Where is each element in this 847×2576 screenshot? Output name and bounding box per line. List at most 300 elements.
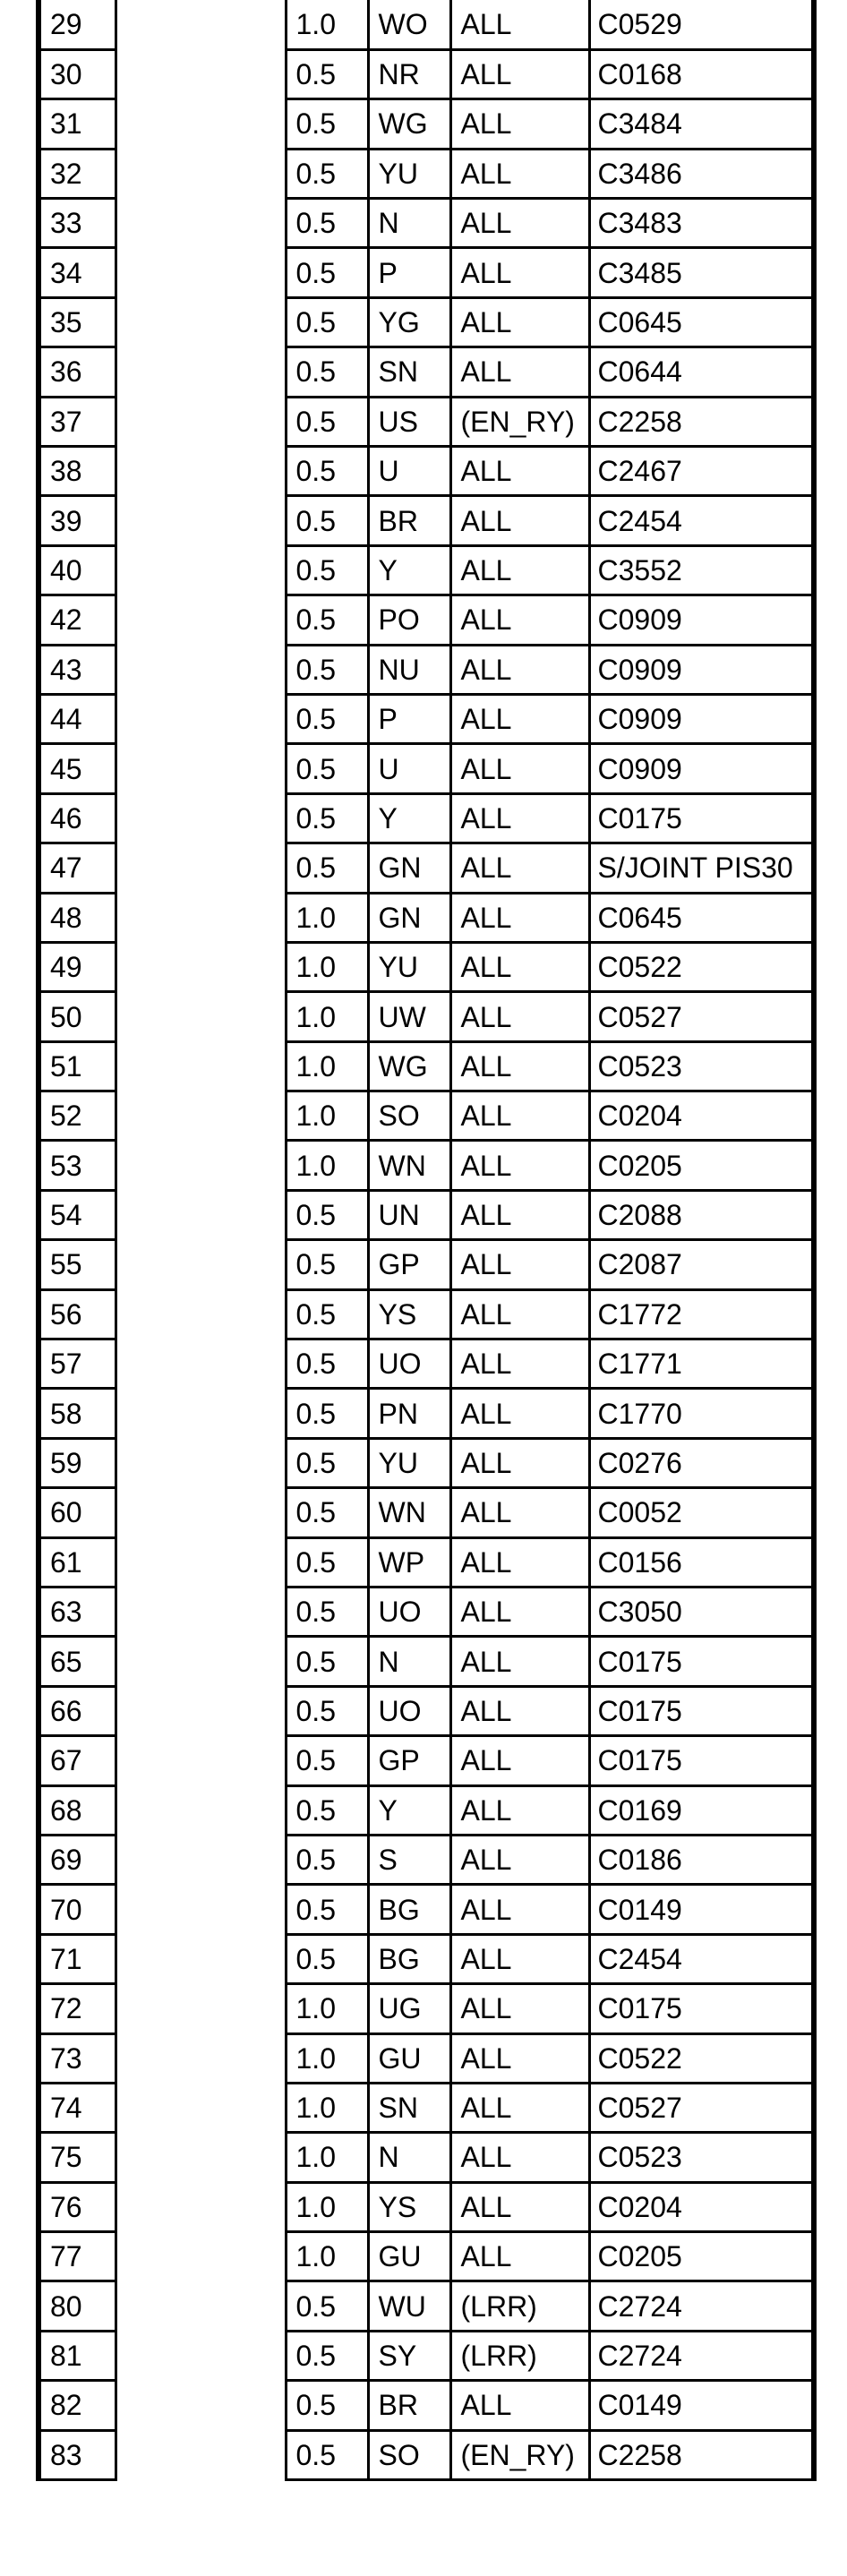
- wire-size-cell: 0.5: [286, 1240, 368, 1289]
- wire-size-cell: 1.0: [286, 893, 368, 942]
- destination-cell: C0169: [589, 1785, 814, 1835]
- option-code-cell: ALL: [450, 2182, 589, 2231]
- destination-cell: C0204: [589, 1091, 814, 1141]
- circuit-number-cell: 61: [38, 1537, 116, 1587]
- wire-color-cell: UG: [368, 1984, 450, 2033]
- blank-column: [116, 1736, 286, 1785]
- blank-column: [116, 1686, 286, 1735]
- option-code-cell: ALL: [450, 793, 589, 843]
- option-code-cell: ALL: [450, 694, 589, 743]
- blank-column: [116, 595, 286, 645]
- blank-column: [116, 1835, 286, 1884]
- wire-color-cell: P: [368, 694, 450, 743]
- table-row: [38, 1537, 814, 1587]
- destination-cell: C0175: [589, 1736, 814, 1785]
- wire-color-cell: NR: [368, 49, 450, 98]
- destination-cell: C1770: [589, 1389, 814, 1438]
- circuit-number-cell: 82: [38, 2381, 116, 2430]
- wire-size-cell: 0.5: [286, 595, 368, 645]
- destination-cell: C0276: [589, 1438, 814, 1487]
- table-row: [38, 49, 814, 98]
- wire-size-cell: 1.0: [286, 2033, 368, 2083]
- option-code-cell: ALL: [450, 149, 589, 198]
- wire-color-cell: GN: [368, 843, 450, 893]
- option-code-cell: ALL: [450, 496, 589, 545]
- option-code-cell: ALL: [450, 992, 589, 1041]
- wire-size-cell: 1.0: [286, 942, 368, 991]
- option-code-cell: ALL: [450, 248, 589, 297]
- wire-size-cell: 0.5: [286, 447, 368, 496]
- blank-column: [116, 2331, 286, 2380]
- blank-column: [116, 1389, 286, 1438]
- blank-column: [116, 793, 286, 843]
- circuit-number-cell: 50: [38, 992, 116, 1041]
- table-row: [38, 2381, 814, 2430]
- table-row: [38, 545, 814, 595]
- blank-column: [116, 49, 286, 98]
- option-code-cell: ALL: [450, 645, 589, 694]
- wire-size-cell: 0.5: [286, 2430, 368, 2479]
- destination-cell: C0527: [589, 992, 814, 1041]
- circuit-number-cell: 77: [38, 2232, 116, 2281]
- wire-color-cell: YU: [368, 942, 450, 991]
- wire-size-cell: 0.5: [286, 1588, 368, 1637]
- blank-column: [116, 248, 286, 297]
- blank-column: [116, 199, 286, 248]
- destination-cell: C2724: [589, 2281, 814, 2331]
- wire-color-cell: PN: [368, 1389, 450, 1438]
- wire-size-cell: 0.5: [286, 347, 368, 397]
- wire-size-cell: 0.5: [286, 545, 368, 595]
- option-code-cell: ALL: [450, 1686, 589, 1735]
- option-code-cell: ALL: [450, 1041, 589, 1091]
- wire-color-cell: BG: [368, 1885, 450, 1934]
- destination-cell: C3486: [589, 149, 814, 198]
- table-row: [38, 397, 814, 446]
- destination-cell: C0529: [589, 0, 814, 49]
- table-row: [38, 2133, 814, 2182]
- circuit-number-cell: 44: [38, 694, 116, 743]
- table-row: [38, 1637, 814, 1686]
- wire-size-cell: 0.5: [286, 2381, 368, 2430]
- table-row: [38, 1835, 814, 1884]
- table-row: [38, 347, 814, 397]
- wire-size-cell: 1.0: [286, 2133, 368, 2182]
- circuit-number-cell: 53: [38, 1141, 116, 1190]
- destination-cell: C0522: [589, 942, 814, 991]
- circuit-number-cell: 42: [38, 595, 116, 645]
- table-row: [38, 1041, 814, 1091]
- wire-color-cell: YS: [368, 1289, 450, 1339]
- option-code-cell: ALL: [450, 199, 589, 248]
- destination-cell: C0909: [589, 744, 814, 793]
- table-row: [38, 1488, 814, 1537]
- option-code-cell: (EN_RY): [450, 397, 589, 446]
- table-row: [38, 99, 814, 149]
- option-code-cell: ALL: [450, 1588, 589, 1637]
- blank-column: [116, 2281, 286, 2331]
- wire-size-cell: 0.5: [286, 496, 368, 545]
- option-code-cell: ALL: [450, 1537, 589, 1587]
- destination-cell: C0527: [589, 2083, 814, 2132]
- wire-size-cell: 0.5: [286, 1537, 368, 1587]
- blank-column: [116, 1785, 286, 1835]
- circuit-number-cell: 30: [38, 49, 116, 98]
- destination-cell: C0205: [589, 1141, 814, 1190]
- destination-cell: C0523: [589, 2133, 814, 2182]
- blank-column: [116, 1984, 286, 2033]
- wire-size-cell: 0.5: [286, 248, 368, 297]
- destination-cell: C0186: [589, 1835, 814, 1884]
- circuit-number-cell: 76: [38, 2182, 116, 2231]
- circuit-number-cell: 48: [38, 893, 116, 942]
- wire-color-cell: S: [368, 1835, 450, 1884]
- wire-size-cell: 0.5: [286, 645, 368, 694]
- table-row: [38, 2182, 814, 2231]
- table-row: [38, 1190, 814, 1239]
- wire-color-cell: NU: [368, 645, 450, 694]
- table-row: [38, 149, 814, 198]
- wire-size-cell: 0.5: [286, 2281, 368, 2331]
- wire-size-cell: 0.5: [286, 1736, 368, 1785]
- wire-color-cell: UO: [368, 1588, 450, 1637]
- table-row: [38, 645, 814, 694]
- wire-color-cell: N: [368, 2133, 450, 2182]
- wire-color-cell: WP: [368, 1537, 450, 1587]
- circuit-number-cell: 67: [38, 1736, 116, 1785]
- wire-color-cell: UN: [368, 1190, 450, 1239]
- wire-size-cell: 0.5: [286, 149, 368, 198]
- circuit-number-cell: 51: [38, 1041, 116, 1091]
- option-code-cell: ALL: [450, 893, 589, 942]
- wire-size-cell: 0.5: [286, 1785, 368, 1835]
- wire-size-cell: 0.5: [286, 1488, 368, 1537]
- table-row: [38, 1885, 814, 1934]
- destination-cell: C0052: [589, 1488, 814, 1537]
- table-row: [38, 1389, 814, 1438]
- circuit-number-cell: 71: [38, 1934, 116, 1983]
- blank-column: [116, 1190, 286, 1239]
- blank-column: [116, 942, 286, 991]
- circuit-number-cell: 75: [38, 2133, 116, 2182]
- circuit-number-cell: 73: [38, 2033, 116, 2083]
- destination-cell: C3485: [589, 248, 814, 297]
- blank-column: [116, 2232, 286, 2281]
- wire-color-cell: BR: [368, 496, 450, 545]
- blank-column: [116, 447, 286, 496]
- blank-column: [116, 1041, 286, 1091]
- table-row: [38, 2083, 814, 2132]
- blank-column: [116, 1488, 286, 1537]
- option-code-cell: ALL: [450, 2232, 589, 2281]
- circuit-number-cell: 36: [38, 347, 116, 397]
- option-code-cell: ALL: [450, 49, 589, 98]
- destination-cell: C3483: [589, 199, 814, 248]
- wire-color-cell: Y: [368, 1785, 450, 1835]
- option-code-cell: ALL: [450, 297, 589, 347]
- destination-cell: C0175: [589, 793, 814, 843]
- destination-cell: S/JOINT PIS30: [589, 843, 814, 893]
- destination-cell: C0205: [589, 2232, 814, 2281]
- circuit-number-cell: 69: [38, 1835, 116, 1884]
- option-code-cell: ALL: [450, 1736, 589, 1785]
- circuit-number-cell: 45: [38, 744, 116, 793]
- option-code-cell: ALL: [450, 2033, 589, 2083]
- blank-column: [116, 1289, 286, 1339]
- wire-color-cell: YU: [368, 149, 450, 198]
- option-code-cell: ALL: [450, 1091, 589, 1141]
- circuit-number-cell: 80: [38, 2281, 116, 2331]
- wire-color-cell: GU: [368, 2033, 450, 2083]
- circuit-number-cell: 52: [38, 1091, 116, 1141]
- circuit-number-cell: 56: [38, 1289, 116, 1339]
- option-code-cell: (LRR): [450, 2281, 589, 2331]
- blank-column: [116, 1934, 286, 1983]
- table-row: [38, 595, 814, 645]
- wire-size-cell: 1.0: [286, 2232, 368, 2281]
- circuit-number-cell: 66: [38, 1686, 116, 1735]
- blank-column: [116, 1339, 286, 1389]
- wire-size-cell: 0.5: [286, 199, 368, 248]
- table-row: [38, 893, 814, 942]
- wire-size-cell: 0.5: [286, 1686, 368, 1735]
- table-row: [38, 1141, 814, 1190]
- wire-color-cell: BR: [368, 2381, 450, 2430]
- wire-size-cell: 0.5: [286, 2331, 368, 2380]
- blank-column: [116, 2133, 286, 2182]
- blank-column: [116, 397, 286, 446]
- wire-color-cell: YU: [368, 1438, 450, 1487]
- option-code-cell: ALL: [450, 1835, 589, 1884]
- destination-cell: C1771: [589, 1339, 814, 1389]
- wire-size-cell: 0.5: [286, 1934, 368, 1983]
- blank-column: [116, 843, 286, 893]
- option-code-cell: ALL: [450, 2381, 589, 2430]
- wire-color-cell: BG: [368, 1934, 450, 1983]
- wire-color-cell: SO: [368, 2430, 450, 2479]
- table-row: [38, 744, 814, 793]
- destination-cell: C0175: [589, 1686, 814, 1735]
- wire-size-cell: 0.5: [286, 1438, 368, 1487]
- table-row: [38, 2232, 814, 2281]
- blank-column: [116, 2182, 286, 2231]
- destination-cell: C2258: [589, 397, 814, 446]
- circuit-number-cell: 33: [38, 199, 116, 248]
- option-code-cell: ALL: [450, 1488, 589, 1537]
- option-code-cell: ALL: [450, 1785, 589, 1835]
- destination-cell: C0149: [589, 2381, 814, 2430]
- circuit-number-cell: 40: [38, 545, 116, 595]
- wire-size-cell: 0.5: [286, 1190, 368, 1239]
- wire-size-cell: 0.5: [286, 1835, 368, 1884]
- option-code-cell: ALL: [450, 2133, 589, 2182]
- circuit-number-cell: 57: [38, 1339, 116, 1389]
- blank-column: [116, 1438, 286, 1487]
- option-code-cell: ALL: [450, 1240, 589, 1289]
- destination-cell: C3050: [589, 1588, 814, 1637]
- table-row: [38, 2331, 814, 2380]
- wiring-table-body: [38, 0, 814, 2480]
- wire-color-cell: US: [368, 397, 450, 446]
- circuit-number-cell: 47: [38, 843, 116, 893]
- wire-color-cell: SY: [368, 2331, 450, 2380]
- wire-size-cell: 0.5: [286, 793, 368, 843]
- wire-color-cell: U: [368, 744, 450, 793]
- wire-color-cell: UO: [368, 1339, 450, 1389]
- circuit-number-cell: 37: [38, 397, 116, 446]
- blank-column: [116, 149, 286, 198]
- table-row: [38, 1289, 814, 1339]
- wire-color-cell: GU: [368, 2232, 450, 2281]
- destination-cell: C0644: [589, 347, 814, 397]
- table-row: [38, 1934, 814, 1983]
- blank-column: [116, 545, 286, 595]
- table-row: [38, 1736, 814, 1785]
- destination-cell: C2724: [589, 2331, 814, 2380]
- option-code-cell: ALL: [450, 1190, 589, 1239]
- destination-cell: C0204: [589, 2182, 814, 2231]
- circuit-number-cell: 60: [38, 1488, 116, 1537]
- table-row: [38, 2430, 814, 2479]
- circuit-number-cell: 54: [38, 1190, 116, 1239]
- circuit-number-cell: 68: [38, 1785, 116, 1835]
- wire-size-cell: 1.0: [286, 0, 368, 49]
- wire-size-cell: 1.0: [286, 1091, 368, 1141]
- table-row: [38, 447, 814, 496]
- blank-column: [116, 992, 286, 1041]
- table-row: [38, 1588, 814, 1637]
- wire-size-cell: 0.5: [286, 744, 368, 793]
- circuit-number-cell: 38: [38, 447, 116, 496]
- blank-column: [116, 1091, 286, 1141]
- blank-column: [116, 893, 286, 942]
- table-row: [38, 1984, 814, 2033]
- destination-cell: C0175: [589, 1984, 814, 2033]
- wire-color-cell: SO: [368, 1091, 450, 1141]
- table-row: [38, 1686, 814, 1735]
- circuit-number-cell: 46: [38, 793, 116, 843]
- destination-cell: C0168: [589, 49, 814, 98]
- option-code-cell: ALL: [450, 347, 589, 397]
- circuit-number-cell: 83: [38, 2430, 116, 2479]
- circuit-number-cell: 70: [38, 1885, 116, 1934]
- wire-size-cell: 0.5: [286, 1289, 368, 1339]
- destination-cell: C0149: [589, 1885, 814, 1934]
- wire-size-cell: 0.5: [286, 1389, 368, 1438]
- destination-cell: C0523: [589, 1041, 814, 1091]
- option-code-cell: ALL: [450, 1339, 589, 1389]
- table-row: [38, 1339, 814, 1389]
- blank-column: [116, 347, 286, 397]
- wire-size-cell: 0.5: [286, 694, 368, 743]
- option-code-cell: ALL: [450, 2083, 589, 2132]
- destination-cell: C0175: [589, 1637, 814, 1686]
- blank-column: [116, 744, 286, 793]
- circuit-number-cell: 72: [38, 1984, 116, 2033]
- table-row: [38, 1240, 814, 1289]
- destination-cell: C2454: [589, 1934, 814, 1983]
- circuit-number-cell: 74: [38, 2083, 116, 2132]
- circuit-number-cell: 55: [38, 1240, 116, 1289]
- table-row: [38, 297, 814, 347]
- table-row: [38, 2033, 814, 2083]
- wire-color-cell: UW: [368, 992, 450, 1041]
- destination-cell: C0645: [589, 297, 814, 347]
- circuit-number-cell: 58: [38, 1389, 116, 1438]
- destination-cell: C0909: [589, 694, 814, 743]
- option-code-cell: ALL: [450, 942, 589, 991]
- blank-column: [116, 2381, 286, 2430]
- wire-size-cell: 0.5: [286, 1885, 368, 1934]
- destination-cell: C2088: [589, 1190, 814, 1239]
- wire-size-cell: 0.5: [286, 297, 368, 347]
- wire-color-cell: UO: [368, 1686, 450, 1735]
- option-code-cell: (LRR): [450, 2331, 589, 2380]
- table-row: [38, 1785, 814, 1835]
- table-row: [38, 843, 814, 893]
- option-code-cell: ALL: [450, 1289, 589, 1339]
- blank-column: [116, 496, 286, 545]
- circuit-number-cell: 63: [38, 1588, 116, 1637]
- wire-size-cell: 0.5: [286, 397, 368, 446]
- table-row: [38, 793, 814, 843]
- blank-column: [116, 1885, 286, 1934]
- option-code-cell: ALL: [450, 447, 589, 496]
- table-row: [38, 1091, 814, 1141]
- wire-color-cell: SN: [368, 2083, 450, 2132]
- wire-color-cell: WG: [368, 99, 450, 149]
- option-code-cell: ALL: [450, 1141, 589, 1190]
- option-code-cell: ALL: [450, 1885, 589, 1934]
- table-row: [38, 199, 814, 248]
- wire-size-cell: 0.5: [286, 49, 368, 98]
- destination-cell: C0156: [589, 1537, 814, 1587]
- blank-column: [116, 0, 286, 49]
- wiring-table: [36, 0, 817, 2481]
- wire-color-cell: PO: [368, 595, 450, 645]
- destination-cell: C0645: [589, 893, 814, 942]
- wire-size-cell: 0.5: [286, 1339, 368, 1389]
- wire-color-cell: U: [368, 447, 450, 496]
- wire-size-cell: 0.5: [286, 843, 368, 893]
- blank-column: [116, 2083, 286, 2132]
- circuit-number-cell: 65: [38, 1637, 116, 1686]
- wire-size-cell: 0.5: [286, 99, 368, 149]
- circuit-number-cell: 49: [38, 942, 116, 991]
- blank-column: [116, 297, 286, 347]
- table-row: [38, 496, 814, 545]
- wire-color-cell: WO: [368, 0, 450, 49]
- circuit-number-cell: 29: [38, 0, 116, 49]
- wire-size-cell: 1.0: [286, 1984, 368, 2033]
- wire-color-cell: N: [368, 1637, 450, 1686]
- wire-color-cell: YS: [368, 2182, 450, 2231]
- wire-size-cell: 1.0: [286, 1141, 368, 1190]
- option-code-cell: ALL: [450, 1389, 589, 1438]
- option-code-cell: ALL: [450, 1984, 589, 2033]
- blank-column: [116, 1537, 286, 1587]
- wire-color-cell: WU: [368, 2281, 450, 2331]
- option-code-cell: ALL: [450, 595, 589, 645]
- table-row: [38, 694, 814, 743]
- wire-color-cell: WG: [368, 1041, 450, 1091]
- circuit-number-cell: 34: [38, 248, 116, 297]
- table-row: [38, 2281, 814, 2331]
- destination-cell: C2454: [589, 496, 814, 545]
- blank-column: [116, 2033, 286, 2083]
- table-row: [38, 992, 814, 1041]
- destination-cell: C3484: [589, 99, 814, 149]
